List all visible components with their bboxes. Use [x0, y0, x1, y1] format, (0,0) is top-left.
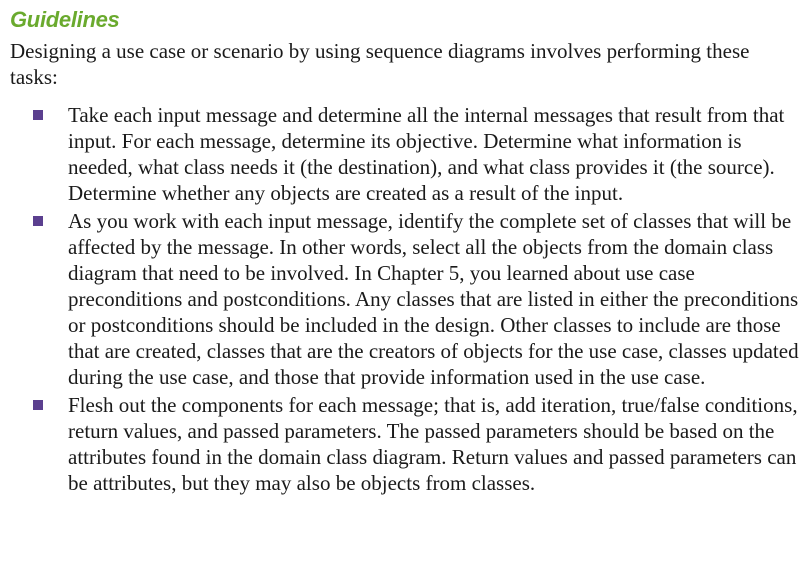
intro-paragraph: Designing a use case or scenario by using sequence diagrams involves performing these tasks:: [10, 39, 750, 89]
list-item-text: As you work with each input message, identify the complete set of classes that will be affected by the message. In other words, select all the objects from the domain class diagram that need to be involved. In Chapter 5, you learned about use case preconditions and postconditions. Any classes that are listed in either the preconditions or postconditions should be included in the design. Other classes to include are those that are created, classes that are the creators of objects for the use case, classes updated during the use case, and those that provide information used in the use case.: [68, 209, 799, 389]
list-item: [10, 208, 808, 390]
list-item-text: Take each input message and determine all the internal messages that result from that input. For each message, determine its objective. Determine what information is needed, what class needs it (the destination), and what class provides it (the source). Determine whether any objects are created as a result of the input.: [68, 103, 785, 205]
list-item: [10, 392, 808, 496]
square-bullet-icon: [33, 400, 43, 410]
square-bullet-icon: [33, 110, 43, 120]
section-heading: Guidelines: [10, 7, 120, 32]
square-bullet-icon: [33, 216, 43, 226]
list-item-text: Flesh out the components for each message; that is, add iteration, true/false conditions, return values, and passed parameters. The passed parameters should be based on the attributes found in the domain class diagram. Return values and passed parameters can be attributes, but they may also be objects from classes.: [68, 393, 798, 495]
guideline-list: [10, 102, 799, 496]
list-item: [10, 102, 808, 206]
